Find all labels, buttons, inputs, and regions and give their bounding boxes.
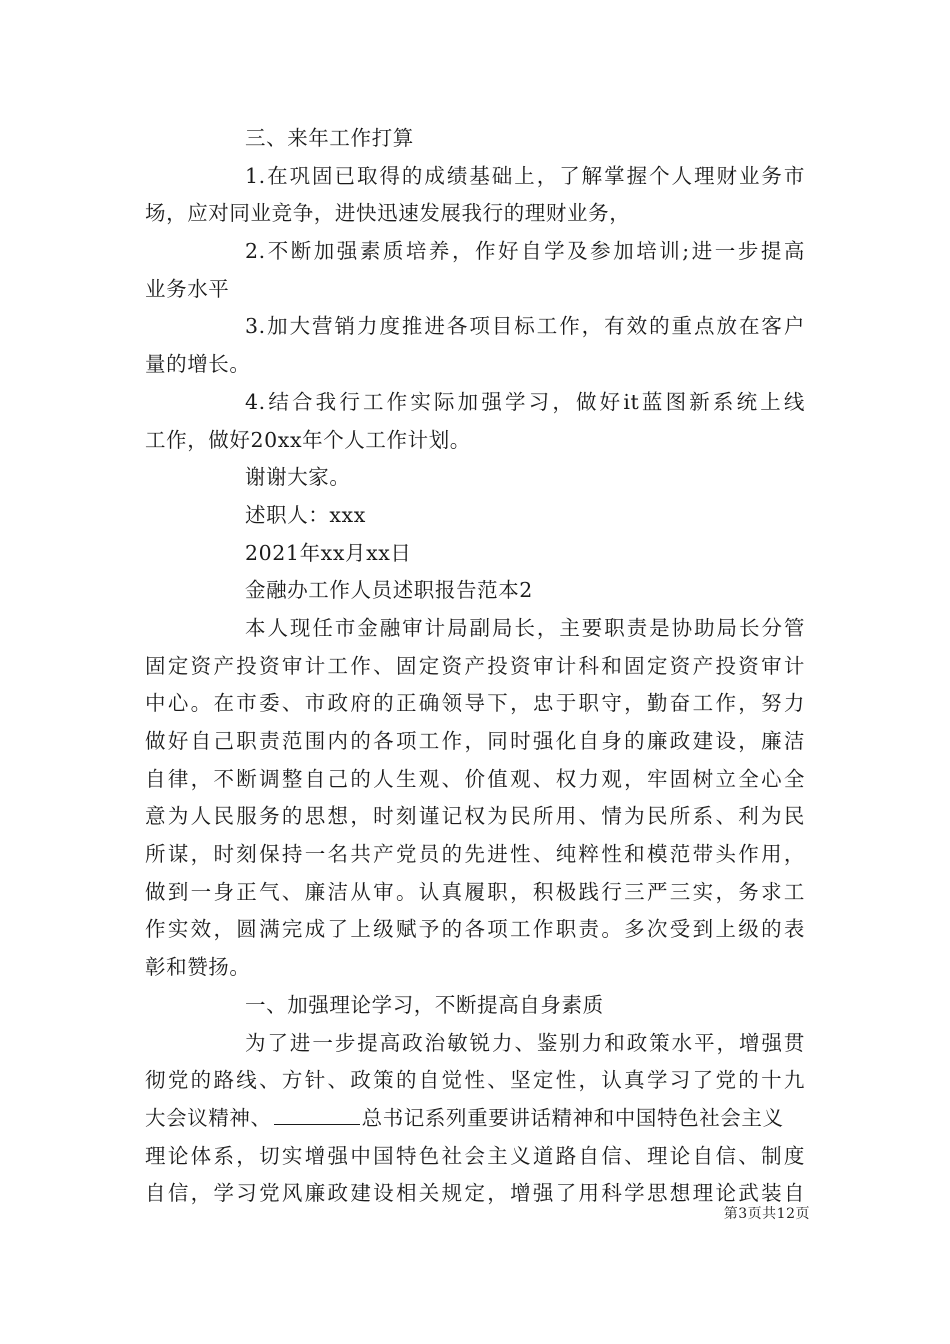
paragraph-line: 做到一身正气、廉洁从审。认真履职，积极践行三严三实，务求工 [145, 879, 805, 904]
paragraph-line: 所谋，时刻保持一名共产党员的先进性、纯粹性和模范带头作用， [145, 842, 805, 867]
paragraph-line: 本人现任市金融审计局副局长，主要职责是协助局长分管 [245, 615, 805, 640]
section-heading: 三、来年工作打算 [245, 126, 414, 150]
paragraph-line: 4.结合我行工作实际加强学习，做好it蓝图新系统上线 [245, 389, 805, 414]
signature-reporter: 述职人：xxx [245, 502, 366, 527]
paragraph-line: 意为人民服务的思想，时刻谨记权为民所用、情为民所系、利为民 [145, 804, 805, 829]
section-heading: 一、加强理论学习，不断提高自身素质 [245, 992, 604, 1017]
document-title: 金融办工作人员述职报告范本2 [245, 578, 533, 603]
paragraph-line: 为了进一步提高政治敏锐力、鉴别力和政策水平，增强贯 [245, 1030, 805, 1055]
text-after-blank: 总书记系列重要讲话精神和中国特色社会主义 [361, 1105, 784, 1130]
paragraph-line: 量的增长。 [145, 352, 251, 377]
paragraph-line: 固定资产投资审计工作、固定资产投资审计科和固定资产投资审计 [145, 653, 805, 678]
paragraph-line: 2.不断加强素质培养，作好自学及参加培训;进一步提高 [245, 239, 805, 264]
document-body [145, 120, 805, 1213]
paragraph-line: 作实效，圆满完成了上级赋予的各项工作职责。多次受到上级的表 [145, 917, 805, 942]
paragraph-line: 3.加大营销力度推进各项目标工作，有效的重点放在客户 [245, 314, 805, 339]
text-before-blank: 大会议精神、 [145, 1105, 272, 1130]
paragraph-line: 自信，学习党风廉政建设相关规定，增强了用科学思想理论武装自 [145, 1181, 805, 1206]
page-number: 第3页共12页 [723, 1206, 810, 1222]
paragraph-line: 中心。在市委、市政府的正确领导下，忠于职守，勤奋工作，努力 [145, 691, 805, 716]
paragraph-line: 业务水平 [145, 276, 230, 301]
paragraph-line-with-blank [145, 1100, 805, 1138]
paragraph-line: 场，应对同业竞争，进快迅速发展我行的理财业务， [145, 201, 631, 226]
closing-thanks: 谢谢大家。 [245, 465, 351, 490]
paragraph-line: 理论体系，切实增强中国特色社会主义道路自信、理论自信、制度 [145, 1143, 805, 1168]
paragraph-line: 1.在巩固已取得的成绩基础上，了解掌握个人理财业务市 [245, 163, 805, 188]
paragraph-line: 做好自己职责范围内的各项工作，同时强化自身的廉政建设，廉洁 [145, 729, 805, 753]
paragraph-line: 工作，做好20xx年个人工作计划。 [145, 427, 471, 452]
paragraph-line: 彰和赞扬。 [145, 955, 251, 980]
paragraph-line: 彻党的路线、方针、政策的自觉性、坚定性，认真学习了党的十九 [145, 1068, 805, 1093]
paragraph-line: 自律，不断调整自己的人生观、价值观、权力观，牢固树立全心全 [145, 766, 805, 791]
signature-date: 2021年xx月xx日 [245, 540, 412, 565]
fill-in-blank [274, 1104, 360, 1125]
